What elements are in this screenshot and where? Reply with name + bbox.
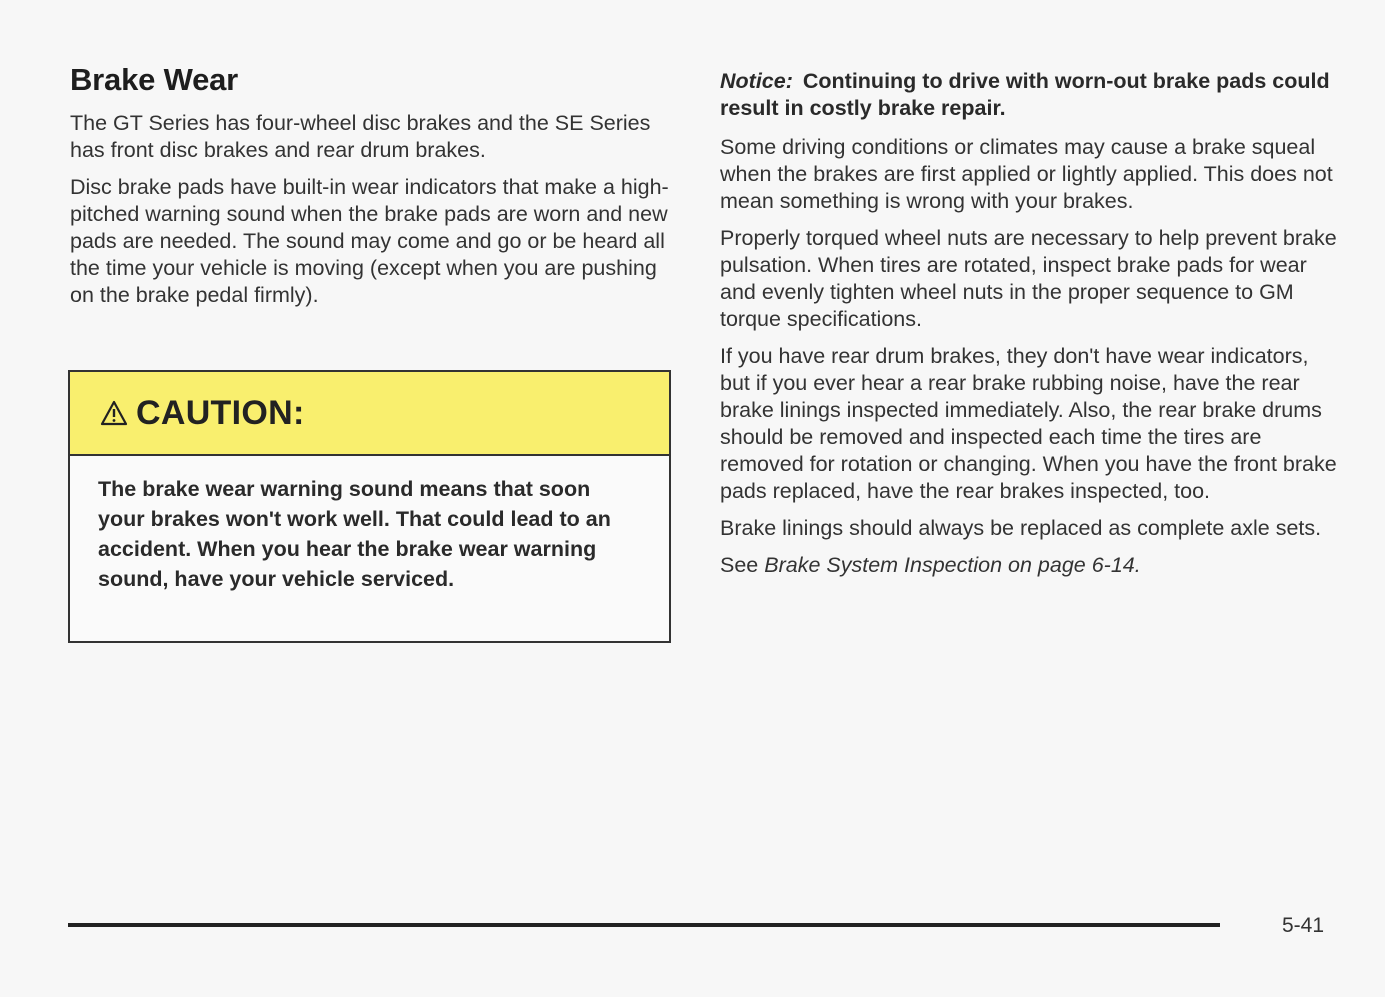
paragraph-wheel-nuts: Properly torqued wheel nuts are necessary to help prevent brake pulsation. When tires are rotated, inspect brake pads for wear and evenly tighten wheel nuts in the proper sequence to GM torque specifications. xyxy=(720,226,1337,331)
notice xyxy=(720,68,1340,122)
page-number: 5-41 xyxy=(1282,914,1325,937)
cross-reference xyxy=(720,552,1340,579)
notice-label: Notice: xyxy=(720,69,793,93)
paragraph-brake-squeal: Some driving conditions or climates may cause a brake squeal when the brakes are first applied or lightly applied. This does not mean something is wrong with your brakes. xyxy=(720,135,1333,213)
warning-triangle-icon xyxy=(100,400,128,426)
see-reference-link[interactable]: Brake System Inspection on page 6-14. xyxy=(764,553,1141,577)
caution-title: CAUTION: xyxy=(136,393,305,432)
see-prefix: See xyxy=(720,553,759,577)
paragraph-wear-indicators: Disc brake pads have built-in wear indicators that make a high-pitched warning sound when the brake pads are worn and new pads are needed. The sound may come and go or be heard all the time your vehicle is moving (except when you are pushing on the brake pedal firmly). xyxy=(70,175,669,307)
footer-rule xyxy=(68,923,1220,927)
right-column xyxy=(720,68,1340,589)
paragraph-rear-drum: If you have rear drum brakes, they don't have wear indicators, but if you ever hear a rear brake rubbing noise, have the rear brake linings inspected immediately. Also, the rear brake drums should be removed and inspected each time the tires are removed for rotation or changing. When you have the front brake pads replaced, have the rear brakes inspected, too. xyxy=(720,344,1337,503)
caution-box xyxy=(68,370,671,643)
paragraph-brake-types: The GT Series has four-wheel disc brakes and the SE Series has front disc brakes and rear drum brakes. xyxy=(70,111,651,162)
notice-text: Continuing to drive with worn-out brake pads could result in costly brake repair. xyxy=(720,69,1330,120)
section-heading: Brake Wear xyxy=(70,62,239,97)
caution-header xyxy=(70,372,669,456)
caution-body: The brake wear warning sound means that soon your brakes won't work well. That could lead to an accident. When you hear the brake wear warning sound, have your vehicle serviced. xyxy=(98,477,611,591)
left-column xyxy=(70,62,675,319)
paragraph-linings: Brake linings should always be replaced as complete axle sets. xyxy=(720,516,1322,540)
